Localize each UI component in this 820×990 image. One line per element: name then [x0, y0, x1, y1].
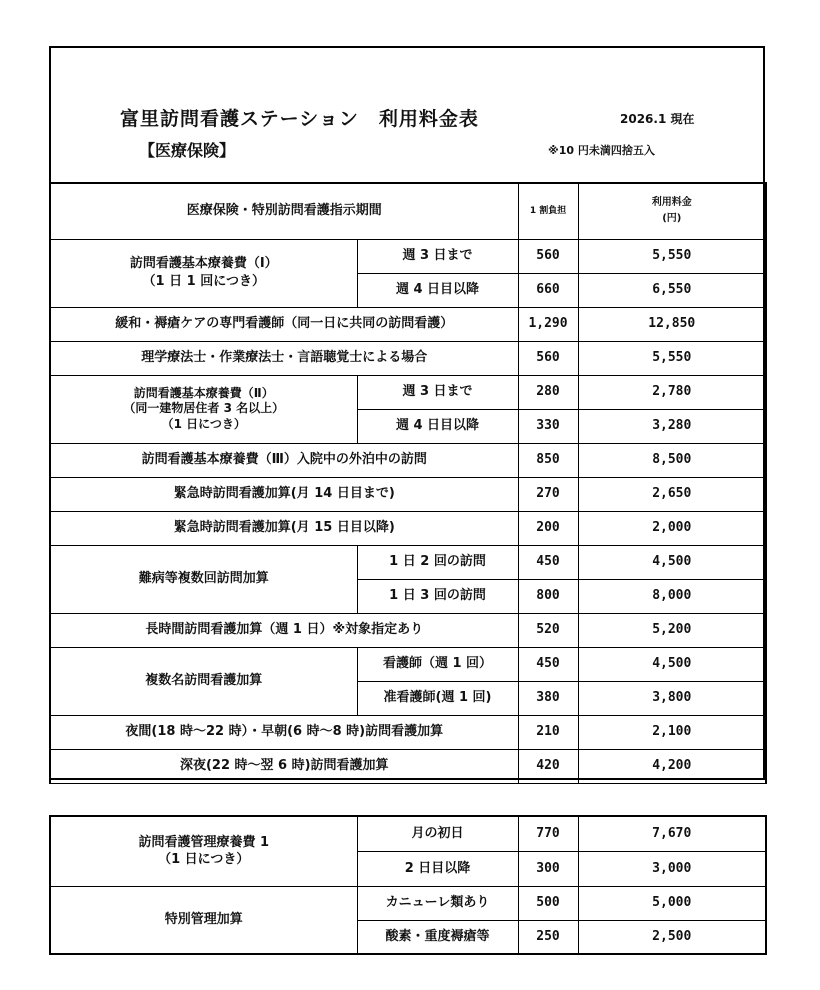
intractable-sub2-fee: 8,000: [578, 579, 766, 613]
table-row: [50, 545, 766, 579]
basic1-label-line2: （1 日 1 回につき）: [142, 274, 265, 289]
header-fee-line1: 利用料金: [651, 197, 692, 209]
basic1-sub1-label: 週 3 日まで: [357, 239, 518, 273]
table-row: [50, 511, 766, 545]
basic2-sub1-fee: 2,780: [578, 375, 766, 409]
multiple-sub2-burden: 380: [518, 681, 578, 715]
management-sub1-fee: 7,670: [578, 816, 766, 851]
table-row: [50, 749, 766, 783]
basic3-burden: 850: [518, 443, 578, 477]
insurance-type-label: 【医療保険】: [139, 141, 236, 160]
basic1-sub1-fee: 5,550: [578, 239, 766, 273]
intractable-sub1-fee: 4,500: [578, 545, 766, 579]
table-row: [50, 715, 766, 749]
rounding-note: ※10 円未満四捨五入: [548, 144, 655, 157]
special-sub2-burden: 250: [518, 920, 578, 954]
longtime-burden: 520: [518, 613, 578, 647]
table-row: [50, 239, 766, 273]
therapist-fee: 5,550: [578, 341, 766, 375]
management-sub2-label: 2 日目以降: [357, 851, 518, 886]
special-sub2-label: 酸素・重度褥瘡等: [357, 920, 518, 954]
multiple-label: 複数名訪問看護加算: [50, 647, 357, 715]
intractable-sub1-label: 1 日 2 回の訪問: [357, 545, 518, 579]
management-sub1-label: 月の初日: [357, 816, 518, 851]
therapist-label: 理学療法士・作業療法士・言語聴覚士による場合: [50, 341, 518, 375]
special-label: 特別管理加算: [50, 886, 357, 954]
table-row: [50, 443, 766, 477]
special-sub1-burden: 500: [518, 886, 578, 920]
emergency2-fee: 2,000: [578, 511, 766, 545]
table-row: [50, 477, 766, 511]
longtime-label: 長時間訪問看護加算（週 1 日）※対象指定あり: [50, 613, 518, 647]
basic1-label-line1: 訪問看護基本療養費（Ⅰ）: [129, 256, 278, 272]
latenight-fee: 4,200: [578, 749, 766, 783]
basic2-label-line1: 訪問看護基本療養費（Ⅱ）: [133, 385, 274, 400]
palliative-burden: 1,290: [518, 307, 578, 341]
night-label: 夜間(18 時～22 時）・早朝(6 時～8 時)訪問看護加算: [50, 715, 518, 749]
table-row: [50, 886, 766, 920]
management-sub2-fee: 3,000: [578, 851, 766, 886]
basic1-sub2-burden: 660: [518, 273, 578, 307]
palliative-label: 緩和・褥瘡ケアの専門看護師（同一日に共同の訪問看護）: [50, 307, 518, 341]
basic2-label: [50, 375, 357, 443]
multiple-sub2-label: 准看護師(週 1 回): [357, 681, 518, 715]
table-row: [50, 341, 766, 375]
multiple-sub1-label: 看護師（週 1 回）: [357, 647, 518, 681]
header-service-label: 医療保険・特別訪問看護指示期間: [50, 183, 518, 239]
night-fee: 2,100: [578, 715, 766, 749]
table-row: [50, 816, 766, 851]
latenight-burden: 420: [518, 749, 578, 783]
basic2-sub2-label: 週 4 日目以降: [357, 409, 518, 443]
header-fee-line2: (円): [662, 213, 682, 225]
intractable-sub1-burden: 450: [518, 545, 578, 579]
emergency1-burden: 270: [518, 477, 578, 511]
basic2-sub2-fee: 3,280: [578, 409, 766, 443]
basic2-label-line2: （同一建物居住者 3 名以上）: [123, 401, 285, 416]
intractable-sub2-burden: 800: [518, 579, 578, 613]
basic2-sub1-burden: 280: [518, 375, 578, 409]
basic3-label: 訪問看護基本療養費（Ⅲ）入院中の外泊中の訪問: [50, 443, 518, 477]
multiple-sub1-fee: 4,500: [578, 647, 766, 681]
table-row: [50, 613, 766, 647]
special-sub2-fee: 2,500: [578, 920, 766, 954]
therapist-burden: 560: [518, 341, 578, 375]
basic1-sub2-fee: 6,550: [578, 273, 766, 307]
intractable-label: 難病等複数回訪問加算: [50, 545, 357, 613]
management-fee-table: [49, 815, 767, 955]
table-row: [50, 375, 766, 409]
emergency2-label: 緊急時訪問看護加算(月 15 日目以降): [50, 511, 518, 545]
night-burden: 210: [518, 715, 578, 749]
special-sub1-label: カニューレ類あり: [357, 886, 518, 920]
basic1-sub1-burden: 560: [518, 239, 578, 273]
emergency1-fee: 2,650: [578, 477, 766, 511]
emergency2-burden: 200: [518, 511, 578, 545]
header-burden-label: 1 割負担: [518, 183, 578, 239]
basic2-sub2-burden: 330: [518, 409, 578, 443]
basic2-sub1-label: 週 3 日まで: [357, 375, 518, 409]
intractable-sub2-label: 1 日 3 回の訪問: [357, 579, 518, 613]
page-title: 富里訪問看護ステーション 利用料金表: [120, 108, 479, 130]
basic1-sub2-label: 週 4 日目以降: [357, 273, 518, 307]
header-fee-label: [578, 183, 766, 239]
table-header-row: [50, 183, 766, 239]
special-sub1-fee: 5,000: [578, 886, 766, 920]
management-sub2-burden: 300: [518, 851, 578, 886]
palliative-fee: 12,850: [578, 307, 766, 341]
medical-insurance-fee-table: [49, 182, 767, 784]
emergency1-label: 緊急時訪問看護加算(月 14 日目まで): [50, 477, 518, 511]
table-row: [50, 647, 766, 681]
effective-date: 2026.1 現在: [620, 112, 695, 126]
basic1-label: [50, 239, 357, 307]
management-sub1-burden: 770: [518, 816, 578, 851]
multiple-sub1-burden: 450: [518, 647, 578, 681]
basic3-fee: 8,500: [578, 443, 766, 477]
management-label: [50, 816, 357, 886]
table-row: [50, 307, 766, 341]
multiple-sub2-fee: 3,800: [578, 681, 766, 715]
basic2-label-line3: （1 日につき）: [161, 416, 246, 431]
management-label-line2: （1 日につき）: [158, 852, 250, 868]
longtime-fee: 5,200: [578, 613, 766, 647]
latenight-label: 深夜(22 時～翌 6 時)訪問看護加算: [50, 749, 518, 783]
management-label-line1: 訪問看護管理療養費 1: [138, 834, 270, 850]
